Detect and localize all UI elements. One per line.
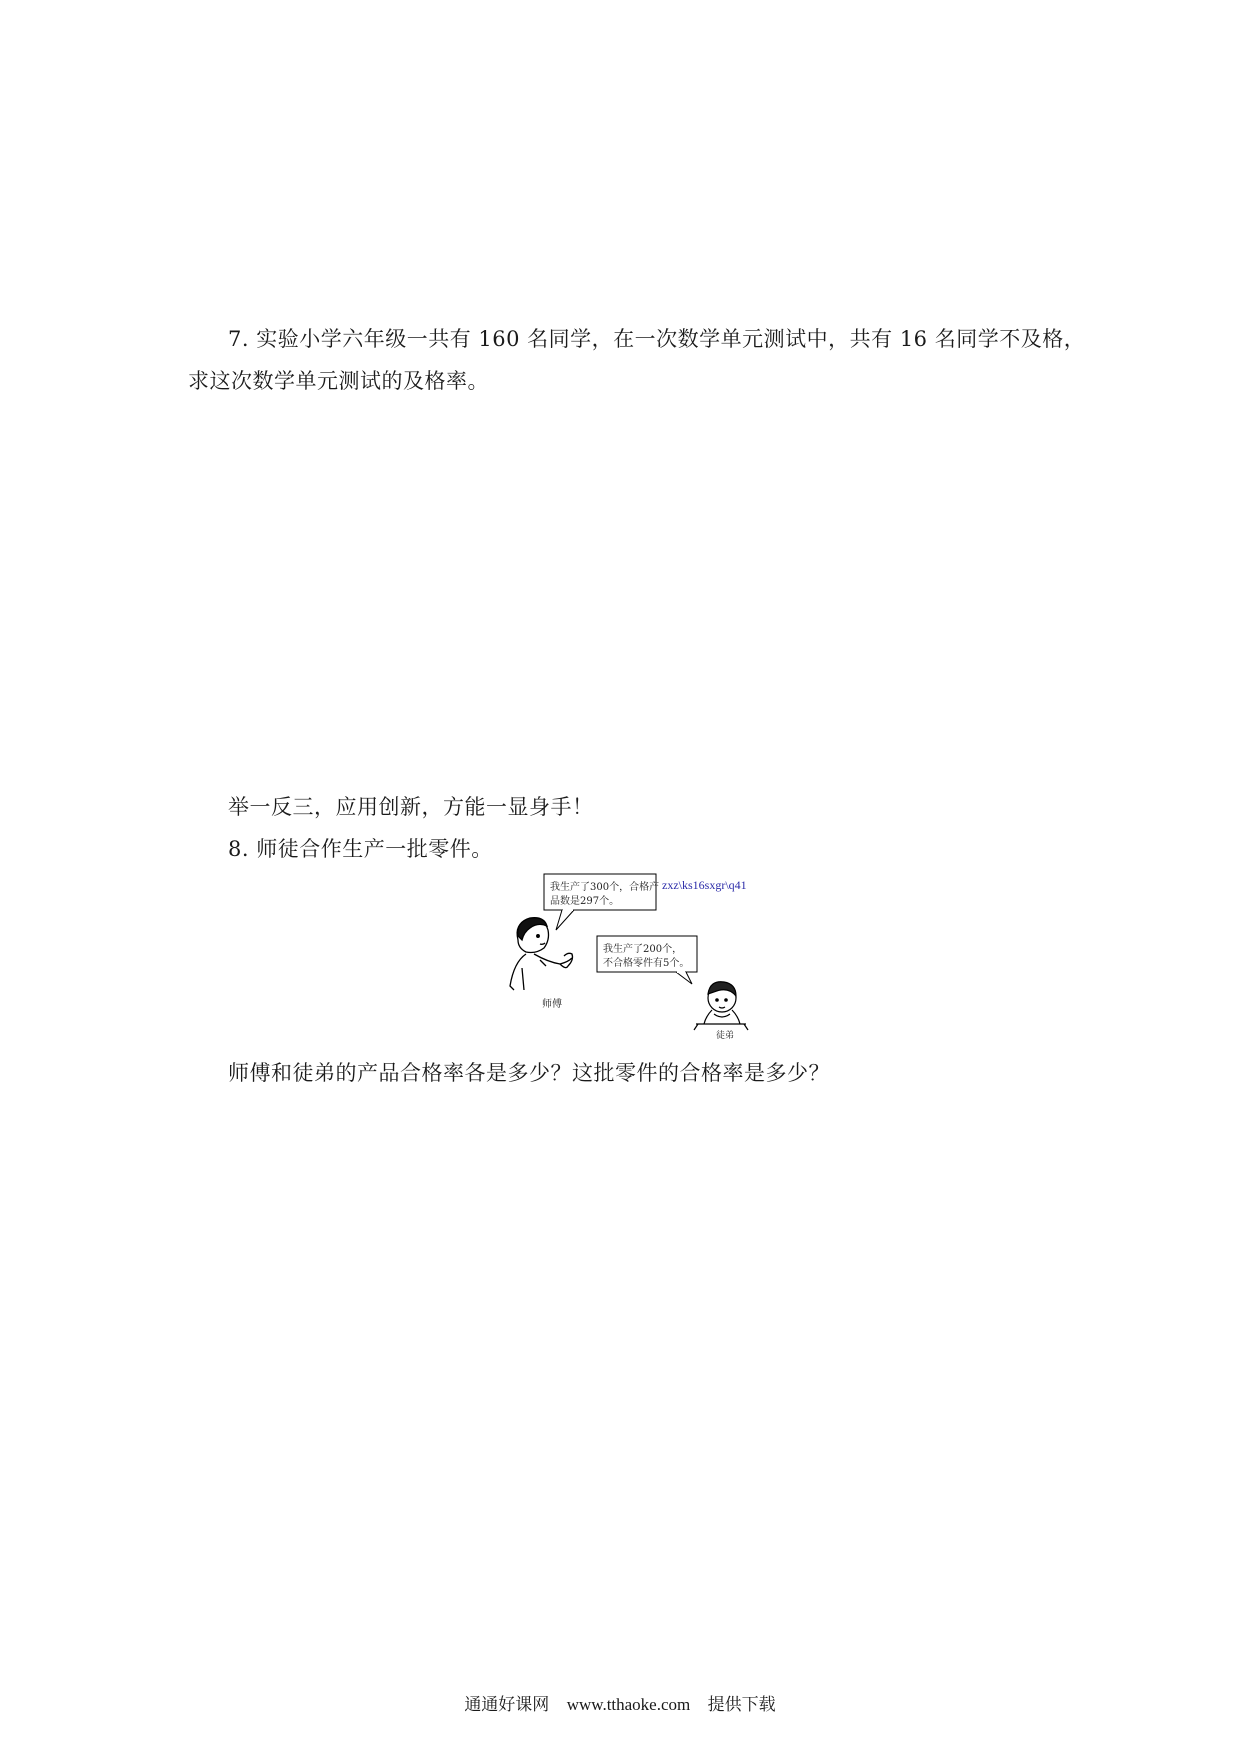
question-8-question: 师傅和徒弟的产品合格率各是多少？这批零件的合格率是多少？	[228, 1061, 830, 1085]
question-8-title: 8. 师徒合作生产一批零件。	[228, 837, 493, 861]
master-caption: 师傅	[542, 999, 562, 1010]
apprentice-caption: 徒弟	[716, 1031, 735, 1041]
apprentice-figure	[694, 982, 748, 1030]
master-bubble-line-1: 我生产了300个，合格产	[550, 882, 660, 893]
question-7-line-1: 7. 实验小学六年级一共有 160 名同学，在一次数学单元测试中，共有 16 名同学不及格，	[228, 327, 1086, 351]
footer-suffix: 提供下载	[707, 1695, 776, 1715]
question-7-line-2: 求这次数学单元测试的及格率。	[188, 369, 489, 393]
master-apprentice-illustration	[500, 868, 790, 1040]
footer-site-name: 通通好课网	[464, 1695, 550, 1715]
apprentice-bubble-line-1: 我生产了200个，	[603, 944, 683, 955]
apprentice-bubble-line-2: 不合格零件有5个。	[603, 958, 690, 969]
section-motto: 举一反三，应用创新，方能一显身手！	[228, 795, 594, 819]
master-bubble-line-2: 品数是297个。	[550, 896, 620, 907]
apprentice-bubble-tail	[676, 972, 692, 984]
master-bubble-link: zxz\ks16sxgr\q41	[662, 878, 747, 892]
master-figure	[510, 918, 573, 990]
master-bubble-tail	[556, 910, 574, 930]
footer-url: www.tthaoke.com	[566, 1695, 691, 1714]
page-footer	[0, 1694, 1240, 1716]
